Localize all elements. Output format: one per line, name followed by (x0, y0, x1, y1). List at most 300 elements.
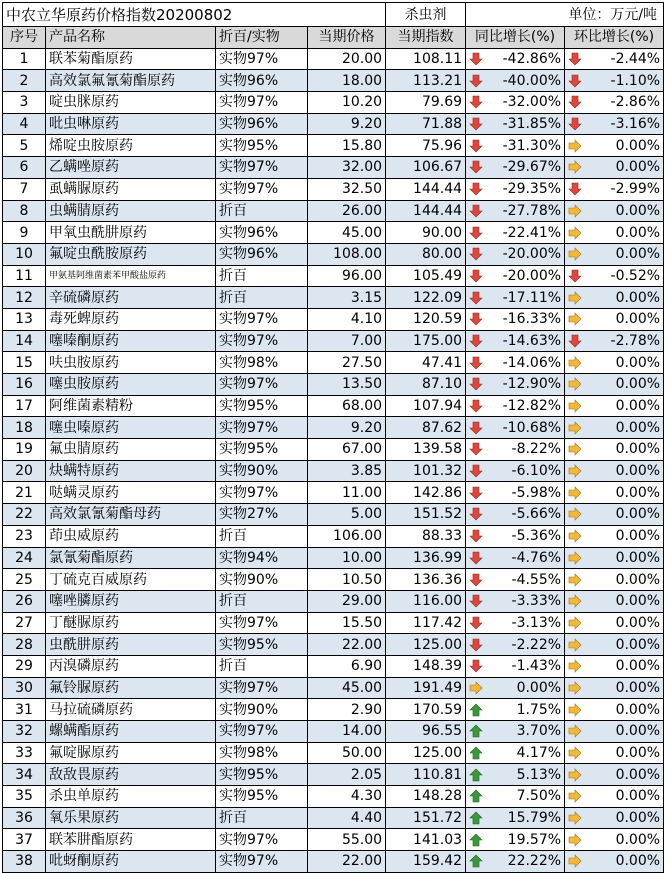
price-cell: 11.00 (308, 482, 386, 504)
product-name-cell: 啶虫脒原药 (46, 92, 216, 114)
price-cell: 50.00 (308, 742, 386, 764)
arrow-down-icon (469, 269, 483, 283)
yoy-cell (466, 590, 565, 612)
price-cell: 6.90 (308, 655, 386, 677)
header-price: 当期价格 (308, 27, 386, 49)
mom-value: 0.00% (615, 419, 661, 436)
product-name-cell: 噻虫胺原药 (46, 374, 216, 396)
arrow-up-icon (469, 724, 483, 738)
yoy-cell (466, 178, 565, 200)
index-cell: 117.42 (386, 612, 466, 634)
yoy-value: 19.57% (507, 831, 562, 848)
arrow-right-icon (568, 681, 582, 695)
seq-cell: 9 (3, 222, 46, 244)
arrow-up-icon (469, 789, 483, 803)
mom-cell (565, 113, 664, 135)
spec-cell: 实物97% (216, 851, 308, 873)
mom-cell (565, 590, 664, 612)
arrow-right-icon (568, 551, 582, 565)
yoy-cell (466, 829, 565, 851)
arrow-down-icon (469, 117, 483, 131)
table-row (3, 374, 664, 396)
header-row (3, 27, 664, 49)
index-cell: 87.10 (386, 374, 466, 396)
seq-cell: 13 (3, 308, 46, 330)
product-name-cell: 高效氯氰菊酯母药 (46, 504, 216, 526)
price-cell: 45.00 (308, 677, 386, 699)
arrow-right-icon (568, 594, 582, 608)
table-row (3, 699, 664, 721)
mom-value: -1.10% (610, 72, 661, 89)
header-mom: 环比增长(%) (565, 27, 664, 49)
price-cell: 15.50 (308, 612, 386, 634)
mom-value: 0.00% (615, 723, 661, 740)
spec-cell: 实物97% (216, 157, 308, 179)
seq-cell: 14 (3, 330, 46, 352)
mom-value: 0.00% (615, 137, 661, 154)
yoy-value: -20.00% (502, 246, 562, 263)
spec-cell: 实物97% (216, 48, 308, 70)
yoy-value: 0.00% (516, 679, 562, 696)
mom-value: 0.00% (615, 398, 661, 415)
seq-cell: 11 (3, 265, 46, 287)
yoy-value: 3.70% (516, 723, 562, 740)
spec-cell: 实物97% (216, 374, 308, 396)
product-name-cell: 噻唑膦原药 (46, 590, 216, 612)
product-name-cell: 杀虫单原药 (46, 786, 216, 808)
index-cell: 125.00 (386, 634, 466, 656)
product-name-cell: 氟铃脲原药 (46, 677, 216, 699)
mom-cell (565, 330, 664, 352)
spec-cell: 实物97% (216, 92, 308, 114)
yoy-value: -14.06% (502, 354, 562, 371)
yoy-value: 22.22% (507, 853, 562, 870)
spec-cell: 实物97% (216, 178, 308, 200)
spec-cell: 实物97% (216, 612, 308, 634)
mom-cell (565, 764, 664, 786)
index-cell: 148.28 (386, 786, 466, 808)
arrow-right-icon (568, 724, 582, 738)
arrow-right-icon (568, 421, 582, 435)
product-name-cell: 乙螨唑原药 (46, 157, 216, 179)
yoy-cell (466, 330, 565, 352)
header-name: 产品名称 (46, 27, 216, 49)
spec-cell: 实物97% (216, 677, 308, 699)
arrow-down-icon (568, 334, 582, 348)
table-row (3, 200, 664, 222)
yoy-value: -6.10% (511, 463, 562, 480)
arrow-down-icon (469, 356, 483, 370)
seq-cell: 12 (3, 287, 46, 309)
product-name-cell: 甲氨基阿维菌素苯甲酸盐原药 (46, 265, 216, 287)
seq-cell: 21 (3, 482, 46, 504)
price-cell: 29.00 (308, 590, 386, 612)
yoy-value: -4.55% (511, 571, 562, 588)
arrow-down-icon (568, 182, 582, 196)
price-cell: 68.00 (308, 395, 386, 417)
spec-cell: 实物95% (216, 395, 308, 417)
arrow-right-icon (568, 247, 582, 261)
yoy-cell (466, 157, 565, 179)
table-row (3, 851, 664, 873)
arrow-down-icon (469, 74, 483, 88)
index-cell: 142.86 (386, 482, 466, 504)
price-cell: 45.00 (308, 222, 386, 244)
table-row (3, 504, 664, 526)
mom-cell (565, 287, 664, 309)
arrow-right-icon (568, 659, 582, 673)
arrow-up-icon (469, 746, 483, 760)
seq-cell: 16 (3, 374, 46, 396)
product-name-cell: 马拉硫磷原药 (46, 699, 216, 721)
seq-cell: 35 (3, 786, 46, 808)
mom-value: 0.00% (615, 593, 661, 610)
mom-value: 0.00% (615, 679, 661, 696)
spec-cell: 折百 (216, 265, 308, 287)
mom-value: 0.00% (615, 289, 661, 306)
seq-cell: 27 (3, 612, 46, 634)
price-cell: 26.00 (308, 200, 386, 222)
arrow-right-icon (568, 507, 582, 521)
mom-value: 0.00% (615, 571, 661, 588)
index-cell: 116.00 (386, 590, 466, 612)
index-cell: 90.00 (386, 222, 466, 244)
seq-cell: 6 (3, 157, 46, 179)
table-row (3, 569, 664, 591)
price-cell: 3.85 (308, 460, 386, 482)
table-row (3, 113, 664, 135)
index-cell: 80.00 (386, 243, 466, 265)
product-name-cell: 炔螨特原药 (46, 460, 216, 482)
title-row (3, 3, 664, 27)
seq-cell: 2 (3, 70, 46, 92)
table-row (3, 135, 664, 157)
mom-cell (565, 243, 664, 265)
mom-cell (565, 547, 664, 569)
mom-cell (565, 829, 664, 851)
mom-cell (565, 699, 664, 721)
mom-value: 0.00% (615, 549, 661, 566)
yoy-value: 4.17% (516, 745, 562, 762)
spec-cell: 实物98% (216, 742, 308, 764)
table-row (3, 634, 664, 656)
index-cell: 106.67 (386, 157, 466, 179)
index-cell: 139.58 (386, 439, 466, 461)
arrow-right-icon (568, 486, 582, 500)
arrow-down-icon (469, 659, 483, 673)
mom-value: -3.16% (610, 116, 661, 133)
spec-cell: 实物95% (216, 439, 308, 461)
yoy-cell (466, 352, 565, 374)
yoy-cell (466, 655, 565, 677)
mom-cell (565, 222, 664, 244)
table-row (3, 417, 664, 439)
arrow-down-icon (469, 291, 483, 305)
mom-cell (565, 92, 664, 114)
arrow-down-icon (469, 616, 483, 630)
index-cell: 159.42 (386, 851, 466, 873)
spec-cell: 实物95% (216, 786, 308, 808)
arrow-up-icon (469, 854, 483, 868)
yoy-value: -31.85% (502, 116, 562, 133)
price-cell: 32.00 (308, 157, 386, 179)
arrow-down-icon (568, 269, 582, 283)
table-row (3, 308, 664, 330)
yoy-cell (466, 70, 565, 92)
spec-cell: 折百 (216, 287, 308, 309)
spec-cell: 实物97% (216, 330, 308, 352)
price-cell: 22.00 (308, 851, 386, 873)
yoy-value: -3.33% (511, 593, 562, 610)
seq-cell: 30 (3, 677, 46, 699)
table-row (3, 590, 664, 612)
table-row (3, 742, 664, 764)
index-cell: 151.52 (386, 504, 466, 526)
arrow-down-icon (568, 52, 582, 66)
index-cell: 79.69 (386, 92, 466, 114)
table-row (3, 265, 664, 287)
index-cell: 191.49 (386, 677, 466, 699)
mom-value: 0.00% (615, 506, 661, 523)
unit-label: 单位：万元/吨 (466, 3, 664, 27)
seq-cell: 25 (3, 569, 46, 591)
mom-cell (565, 742, 664, 764)
table-row (3, 222, 664, 244)
product-name-cell: 甲氧虫酰肼原药 (46, 222, 216, 244)
yoy-cell (466, 482, 565, 504)
product-name-cell: 哒螨灵原药 (46, 482, 216, 504)
seq-cell: 1 (3, 48, 46, 70)
mom-value: 0.00% (615, 788, 661, 805)
arrow-right-icon (568, 616, 582, 630)
index-cell: 125.00 (386, 742, 466, 764)
table-row (3, 655, 664, 677)
mom-cell (565, 70, 664, 92)
header-index: 当期指数 (386, 27, 466, 49)
table-row (3, 439, 664, 461)
yoy-value: 7.50% (516, 788, 562, 805)
mom-cell (565, 265, 664, 287)
seq-cell: 31 (3, 699, 46, 721)
mom-value: 0.00% (615, 159, 661, 176)
spec-cell: 实物27% (216, 504, 308, 526)
arrow-down-icon (469, 442, 483, 456)
mom-cell (565, 374, 664, 396)
price-index-table (2, 2, 664, 873)
table-row (3, 178, 664, 200)
product-name-cell: 丁醚脲原药 (46, 612, 216, 634)
arrow-down-icon (469, 421, 483, 435)
index-cell: 110.81 (386, 764, 466, 786)
spec-cell: 实物98% (216, 352, 308, 374)
product-name-cell: 氯氰菊酯原药 (46, 547, 216, 569)
mom-value: -2.86% (610, 94, 661, 111)
seq-cell: 20 (3, 460, 46, 482)
yoy-value: -2.22% (511, 636, 562, 653)
mom-cell (565, 851, 664, 873)
product-name-cell: 阿维菌素精粉 (46, 395, 216, 417)
spec-cell: 实物90% (216, 460, 308, 482)
price-cell: 22.00 (308, 634, 386, 656)
table-row (3, 243, 664, 265)
category-label: 杀虫剂 (386, 3, 466, 27)
table-row (3, 721, 664, 743)
mom-value: 0.00% (615, 376, 661, 393)
arrow-down-icon (469, 507, 483, 521)
yoy-cell (466, 308, 565, 330)
mom-value: 0.00% (615, 441, 661, 458)
arrow-right-icon (568, 854, 582, 868)
mom-cell (565, 482, 664, 504)
seq-cell: 18 (3, 417, 46, 439)
product-name-cell: 虱螨脲原药 (46, 178, 216, 200)
yoy-cell (466, 395, 565, 417)
mom-cell (565, 417, 664, 439)
yoy-value: -17.11% (502, 289, 562, 306)
yoy-cell (466, 417, 565, 439)
mom-value: 0.00% (615, 463, 661, 480)
spec-cell: 实物97% (216, 482, 308, 504)
spec-cell: 实物97% (216, 308, 308, 330)
yoy-value: -29.67% (502, 159, 562, 176)
price-cell: 14.00 (308, 721, 386, 743)
arrow-up-icon (469, 768, 483, 782)
mom-cell (565, 721, 664, 743)
table-row (3, 92, 664, 114)
seq-cell: 33 (3, 742, 46, 764)
yoy-cell (466, 48, 565, 70)
price-cell: 108.00 (308, 243, 386, 265)
yoy-value: -14.63% (502, 332, 562, 349)
spec-cell: 实物95% (216, 634, 308, 656)
yoy-cell (466, 222, 565, 244)
yoy-cell (466, 634, 565, 656)
spec-cell: 实物95% (216, 135, 308, 157)
arrow-down-icon (469, 377, 483, 391)
table-title: 中农立华原药价格指数20200802 (3, 3, 386, 27)
price-cell: 9.20 (308, 417, 386, 439)
yoy-cell (466, 439, 565, 461)
index-cell: 75.96 (386, 135, 466, 157)
index-cell: 107.94 (386, 395, 466, 417)
arrow-right-icon (568, 464, 582, 478)
yoy-cell (466, 807, 565, 829)
arrow-down-icon (568, 117, 582, 131)
mom-cell (565, 612, 664, 634)
arrow-up-icon (469, 811, 483, 825)
mom-value: 0.00% (615, 636, 661, 653)
product-name-cell: 呋虫胺原药 (46, 352, 216, 374)
seq-cell: 5 (3, 135, 46, 157)
mom-cell (565, 807, 664, 829)
index-cell: 148.39 (386, 655, 466, 677)
yoy-value: -12.82% (502, 398, 562, 415)
price-cell: 13.50 (308, 374, 386, 396)
yoy-value: -27.78% (502, 202, 562, 219)
arrow-right-icon (568, 638, 582, 652)
mom-value: 0.00% (615, 311, 661, 328)
price-cell: 2.05 (308, 764, 386, 786)
spec-cell: 实物94% (216, 547, 308, 569)
price-cell: 4.30 (308, 786, 386, 808)
table-row (3, 525, 664, 547)
yoy-cell (466, 851, 565, 873)
spec-cell: 实物90% (216, 699, 308, 721)
arrow-right-icon (568, 312, 582, 326)
yoy-value: -1.43% (511, 658, 562, 675)
price-cell: 15.80 (308, 135, 386, 157)
mom-cell (565, 308, 664, 330)
table-row (3, 330, 664, 352)
mom-cell (565, 200, 664, 222)
seq-cell: 23 (3, 525, 46, 547)
yoy-cell (466, 786, 565, 808)
yoy-value: -12.90% (502, 376, 562, 393)
yoy-cell (466, 547, 565, 569)
yoy-value: -22.41% (502, 224, 562, 241)
spec-cell: 实物95% (216, 764, 308, 786)
mom-value: 0.00% (615, 810, 661, 827)
mom-value: 0.00% (615, 614, 661, 631)
table-row (3, 482, 664, 504)
price-cell: 20.00 (308, 48, 386, 70)
seq-cell: 29 (3, 655, 46, 677)
arrow-right-icon (568, 139, 582, 153)
mom-value: 0.00% (615, 766, 661, 783)
yoy-value: 5.13% (516, 766, 562, 783)
index-cell: 136.36 (386, 569, 466, 591)
mom-value: 0.00% (615, 658, 661, 675)
yoy-cell (466, 287, 565, 309)
product-name-cell: 毒死蜱原药 (46, 308, 216, 330)
mom-cell (565, 460, 664, 482)
yoy-value: -10.68% (502, 419, 562, 436)
yoy-value: -5.66% (511, 506, 562, 523)
arrow-right-icon (568, 573, 582, 587)
arrow-down-icon (469, 529, 483, 543)
yoy-value: 1.75% (516, 701, 562, 718)
table-row (3, 612, 664, 634)
index-cell: 170.59 (386, 699, 466, 721)
mom-cell (565, 504, 664, 526)
yoy-value: -20.00% (502, 267, 562, 284)
yoy-value: -42.86% (502, 51, 562, 68)
mom-value: 0.00% (615, 246, 661, 263)
arrow-down-icon (469, 160, 483, 174)
arrow-right-icon (568, 703, 582, 717)
mom-cell (565, 677, 664, 699)
spec-cell: 折百 (216, 807, 308, 829)
seq-cell: 17 (3, 395, 46, 417)
mom-cell (565, 655, 664, 677)
mom-value: -2.44% (610, 51, 661, 68)
mom-value: 0.00% (615, 354, 661, 371)
price-cell: 10.00 (308, 547, 386, 569)
seq-cell: 32 (3, 721, 46, 743)
arrow-up-icon (469, 833, 483, 847)
yoy-value: -3.13% (511, 614, 562, 631)
mom-value: 0.00% (615, 528, 661, 545)
price-cell: 10.50 (308, 569, 386, 591)
arrow-right-icon (568, 226, 582, 240)
price-cell: 5.00 (308, 504, 386, 526)
table-row (3, 287, 664, 309)
table-row (3, 807, 664, 829)
price-cell: 9.20 (308, 113, 386, 135)
yoy-cell (466, 525, 565, 547)
mom-value: -2.78% (610, 332, 661, 349)
yoy-value: -40.00% (502, 72, 562, 89)
